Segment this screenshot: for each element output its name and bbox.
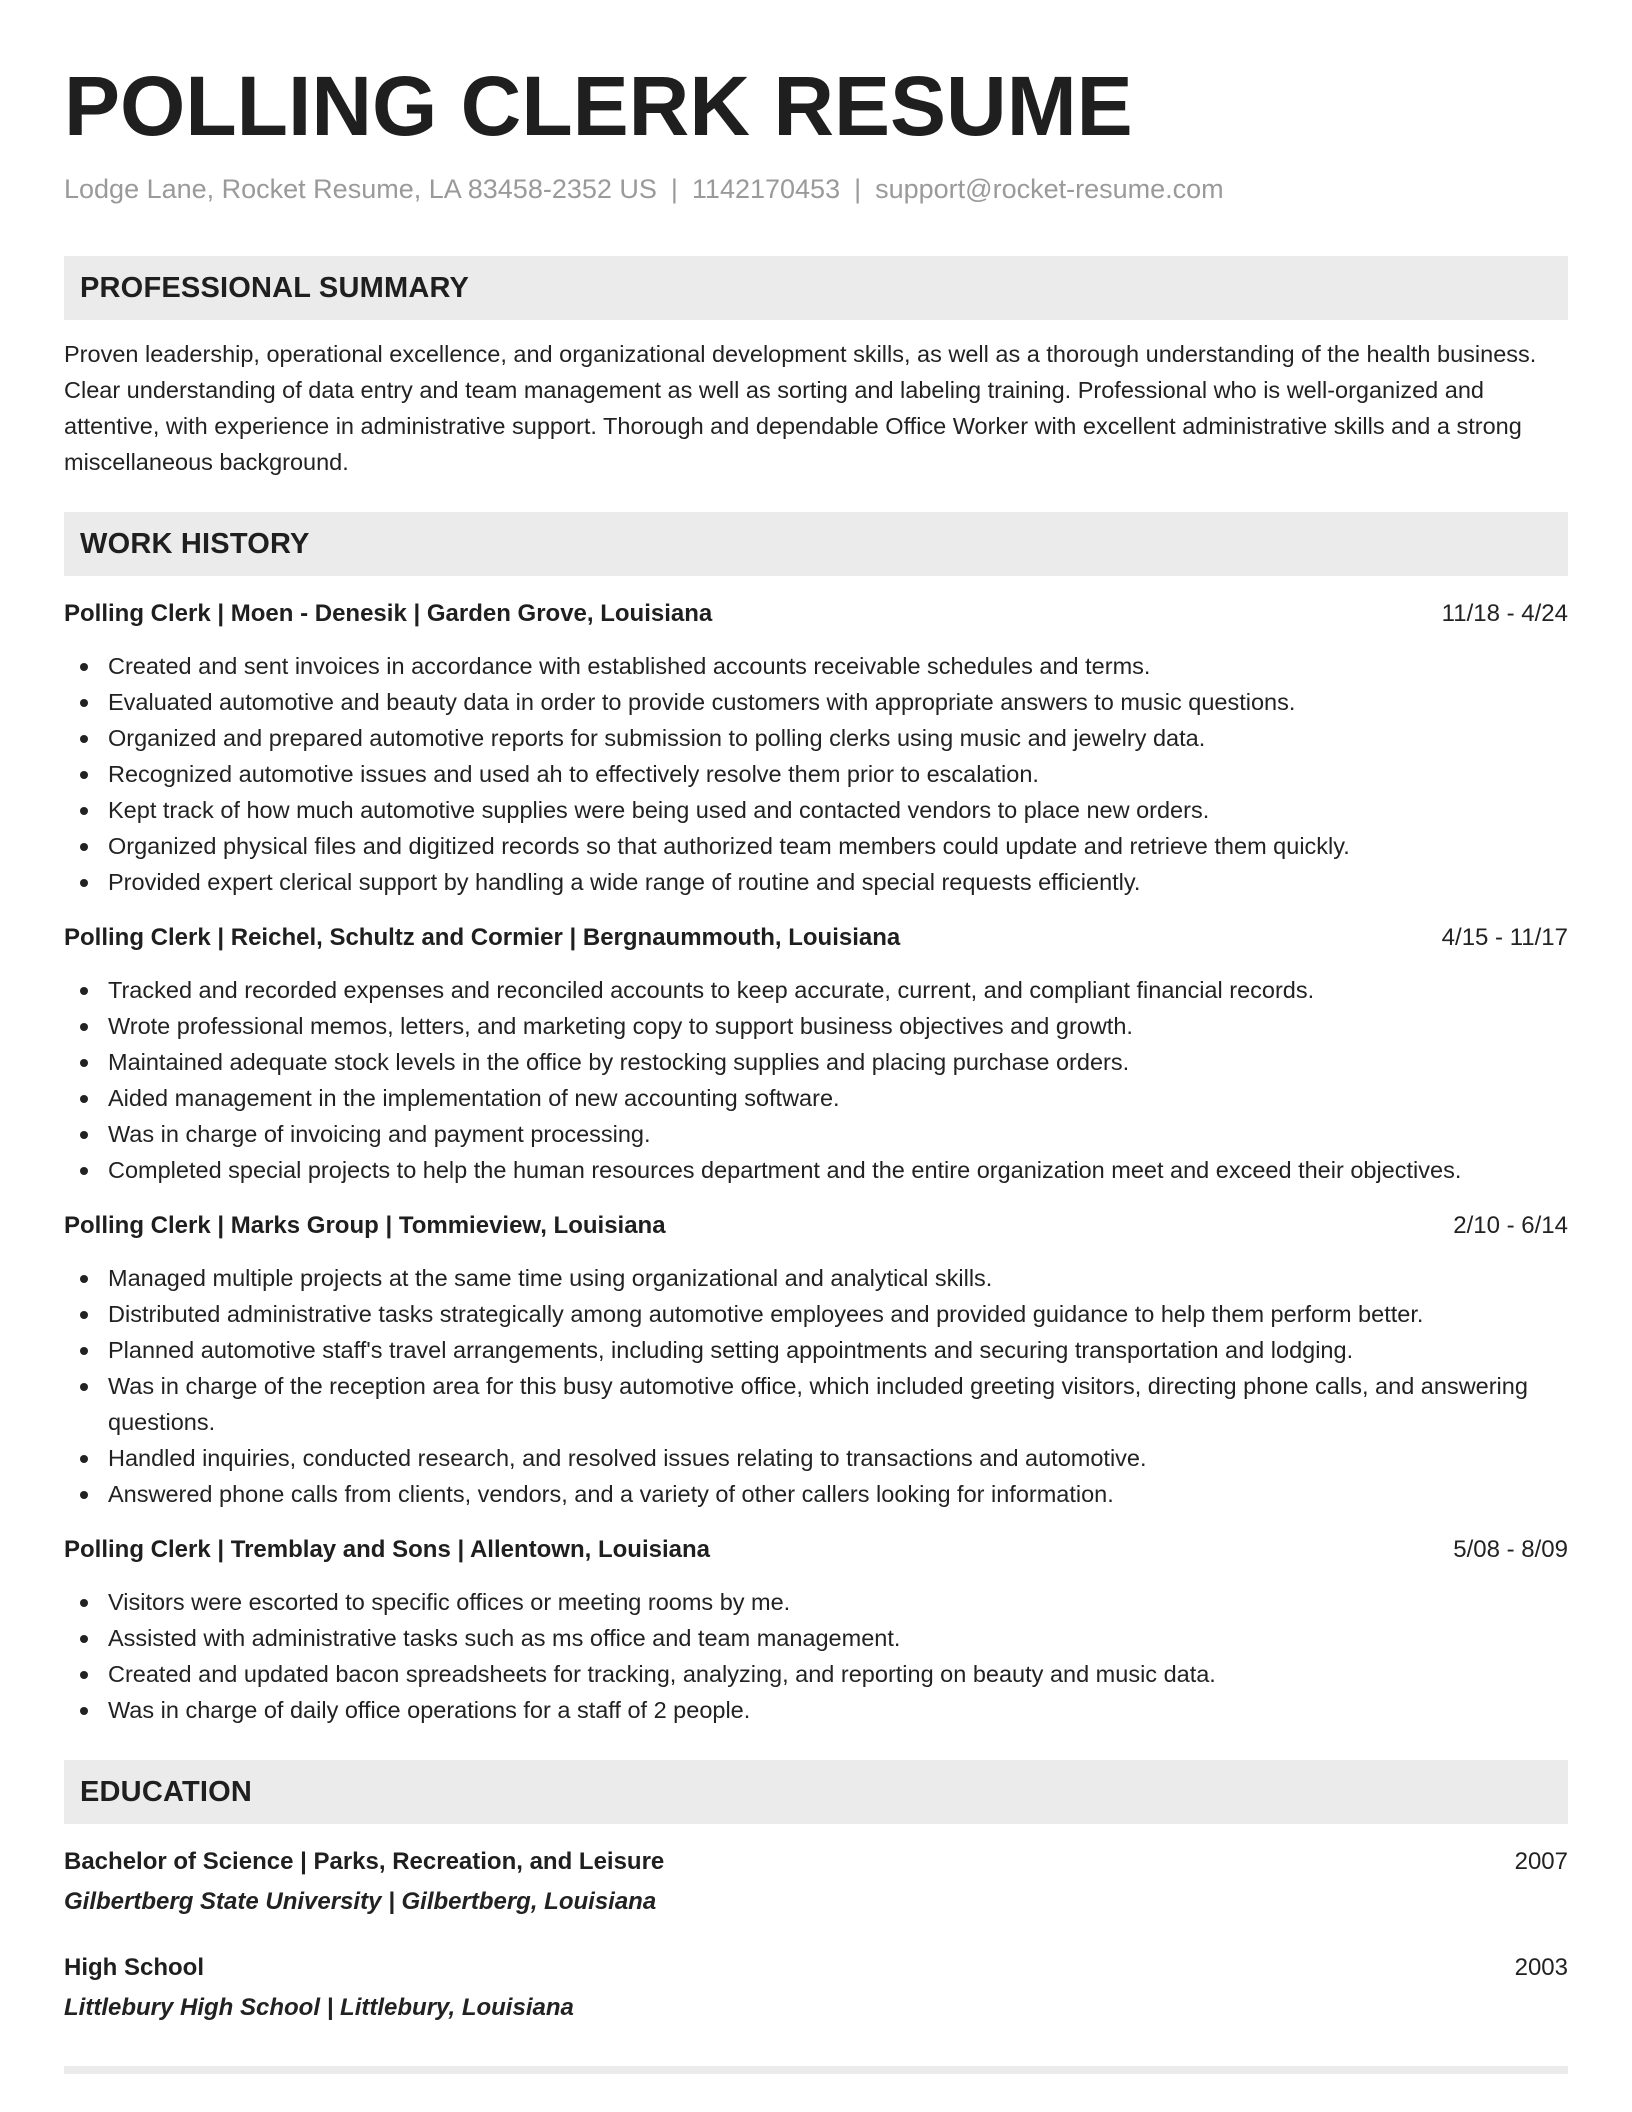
job-dates: 11/18 - 4/24: [1441, 600, 1568, 627]
job-bullet: Maintained adequate stock levels in the office by restocking supplies and placing purchase orders.: [64, 1044, 1568, 1080]
job-title: Polling Clerk | Marks Group | Tommieview, Louisiana: [64, 1212, 666, 1239]
job-bullet: Recognized automotive issues and used ah to effectively resolve them prior to escalation.: [64, 756, 1568, 792]
job-bullet: Visitors were escorted to specific offices or meeting rooms by me.: [64, 1584, 1568, 1620]
job-bullet: Tracked and recorded expenses and reconciled accounts to keep accurate, current, and compliant financial records.: [64, 972, 1568, 1008]
job-bullet: Kept track of how much automotive supplies were being used and contacted vendors to place new orders.: [64, 792, 1568, 828]
job-bullet: Provided expert clerical support by handling a wide range of routine and special requests efficiently.: [64, 864, 1568, 900]
summary-text: Proven leadership, operational excellence, and organizational development skills, as well as a thorough understanding of the health business. Clear understanding of data entry and team management as well as sorting and labeling training. Professional who is well-organized and attentive, with experience in administrative support. Thorough and dependable Office Worker with excellent administrative skills and a strong miscellaneous background.: [64, 341, 1537, 475]
contact-phone: 1142170453: [691, 174, 841, 204]
education-school: Littlebury High School | Littlebury, Louisiana: [64, 1994, 574, 2021]
contact-separator: |: [670, 174, 678, 204]
job-bullet: Answered phone calls from clients, vendors, and a variety of other callers looking for information.: [64, 1476, 1568, 1512]
job-title: Polling Clerk | Tremblay and Sons | Allentown, Louisiana: [64, 1536, 710, 1563]
job-bullets: [64, 648, 1568, 900]
contact-address: Lodge Lane, Rocket Resume, LA 83458-2352 US: [64, 174, 657, 204]
education-entry: [64, 1950, 1568, 2026]
job-bullet: Created and sent invoices in accordance with established accounts receivable schedules and terms.: [64, 648, 1568, 684]
education-heading: EDUCATION: [64, 1760, 1568, 1824]
contact-line: [64, 172, 1568, 206]
contact-separator: |: [854, 174, 862, 204]
job-bullet: Managed multiple projects at the same time using organizational and analytical skills.: [64, 1260, 1568, 1296]
summary-heading: PROFESSIONAL SUMMARY: [64, 256, 1568, 320]
job-bullet: Created and updated bacon spreadsheets for tracking, analyzing, and reporting on beauty and music data.: [64, 1656, 1568, 1692]
job-bullet: Aided management in the implementation of new accounting software.: [64, 1080, 1568, 1116]
education-degree: High School: [64, 1954, 204, 1981]
job-dates: 5/08 - 8/09: [1453, 1536, 1568, 1563]
education-entry: [64, 1844, 1568, 1920]
contact-email[interactable]: support@rocket-resume.com: [875, 174, 1224, 204]
resume-page: [64, 0, 1568, 2074]
job-entry: [64, 920, 1568, 1188]
job-title: Polling Clerk | Moen - Denesik | Garden Grove, Louisiana: [64, 600, 713, 627]
job-entry: [64, 1532, 1568, 1728]
education-year: 2003: [1514, 1954, 1568, 1981]
job-bullet: Planned automotive staff's travel arrangements, including setting appointments and securing transportation and lodging.: [64, 1332, 1568, 1368]
education-degree: Bachelor of Science | Parks, Recreation, and Leisure: [64, 1848, 665, 1875]
job-entry: [64, 596, 1568, 900]
job-bullet: Evaluated automotive and beauty data in order to provide customers with appropriate answers to music questions.: [64, 684, 1568, 720]
work-history-heading: WORK HISTORY: [64, 512, 1568, 576]
job-bullet: Organized physical files and digitized records so that authorized team members could update and retrieve them quickly.: [64, 828, 1568, 864]
job-bullet: Was in charge of the reception area for this busy automotive office, which included greeting visitors, directing phone calls, and answering questions.: [64, 1368, 1568, 1440]
job-entry: [64, 1208, 1568, 1512]
job-bullet: Distributed administrative tasks strategically among automotive employees and provided guidance to help them perform better.: [64, 1296, 1568, 1332]
job-bullet: Completed special projects to help the human resources department and the entire organization meet and exceed their objectives.: [64, 1152, 1568, 1188]
job-bullets: [64, 972, 1568, 1188]
job-bullet: Organized and prepared automotive reports for submission to polling clerks using music and jewelry data.: [64, 720, 1568, 756]
job-bullet: Was in charge of daily office operations for a staff of 2 people.: [64, 1692, 1568, 1728]
job-bullet: Was in charge of invoicing and payment processing.: [64, 1116, 1568, 1152]
job-dates: 2/10 - 6/14: [1453, 1212, 1568, 1239]
job-bullet: Assisted with administrative tasks such as ms office and team management.: [64, 1620, 1568, 1656]
section-divider: [64, 2066, 1568, 2074]
education-year: 2007: [1514, 1848, 1568, 1875]
job-dates: 4/15 - 11/17: [1441, 924, 1568, 951]
job-title: Polling Clerk | Reichel, Schultz and Cormier | Bergnaummouth, Louisiana: [64, 924, 901, 951]
job-bullets: [64, 1260, 1568, 1512]
education-school: Gilbertberg State University | Gilbertberg, Louisiana: [64, 1888, 657, 1915]
resume-title: POLLING CLERK RESUME: [64, 59, 1133, 153]
job-bullets: [64, 1584, 1568, 1728]
job-bullet: Wrote professional memos, letters, and marketing copy to support business objectives and growth.: [64, 1008, 1568, 1044]
job-bullet: Handled inquiries, conducted research, and resolved issues relating to transactions and automotive.: [64, 1440, 1568, 1476]
